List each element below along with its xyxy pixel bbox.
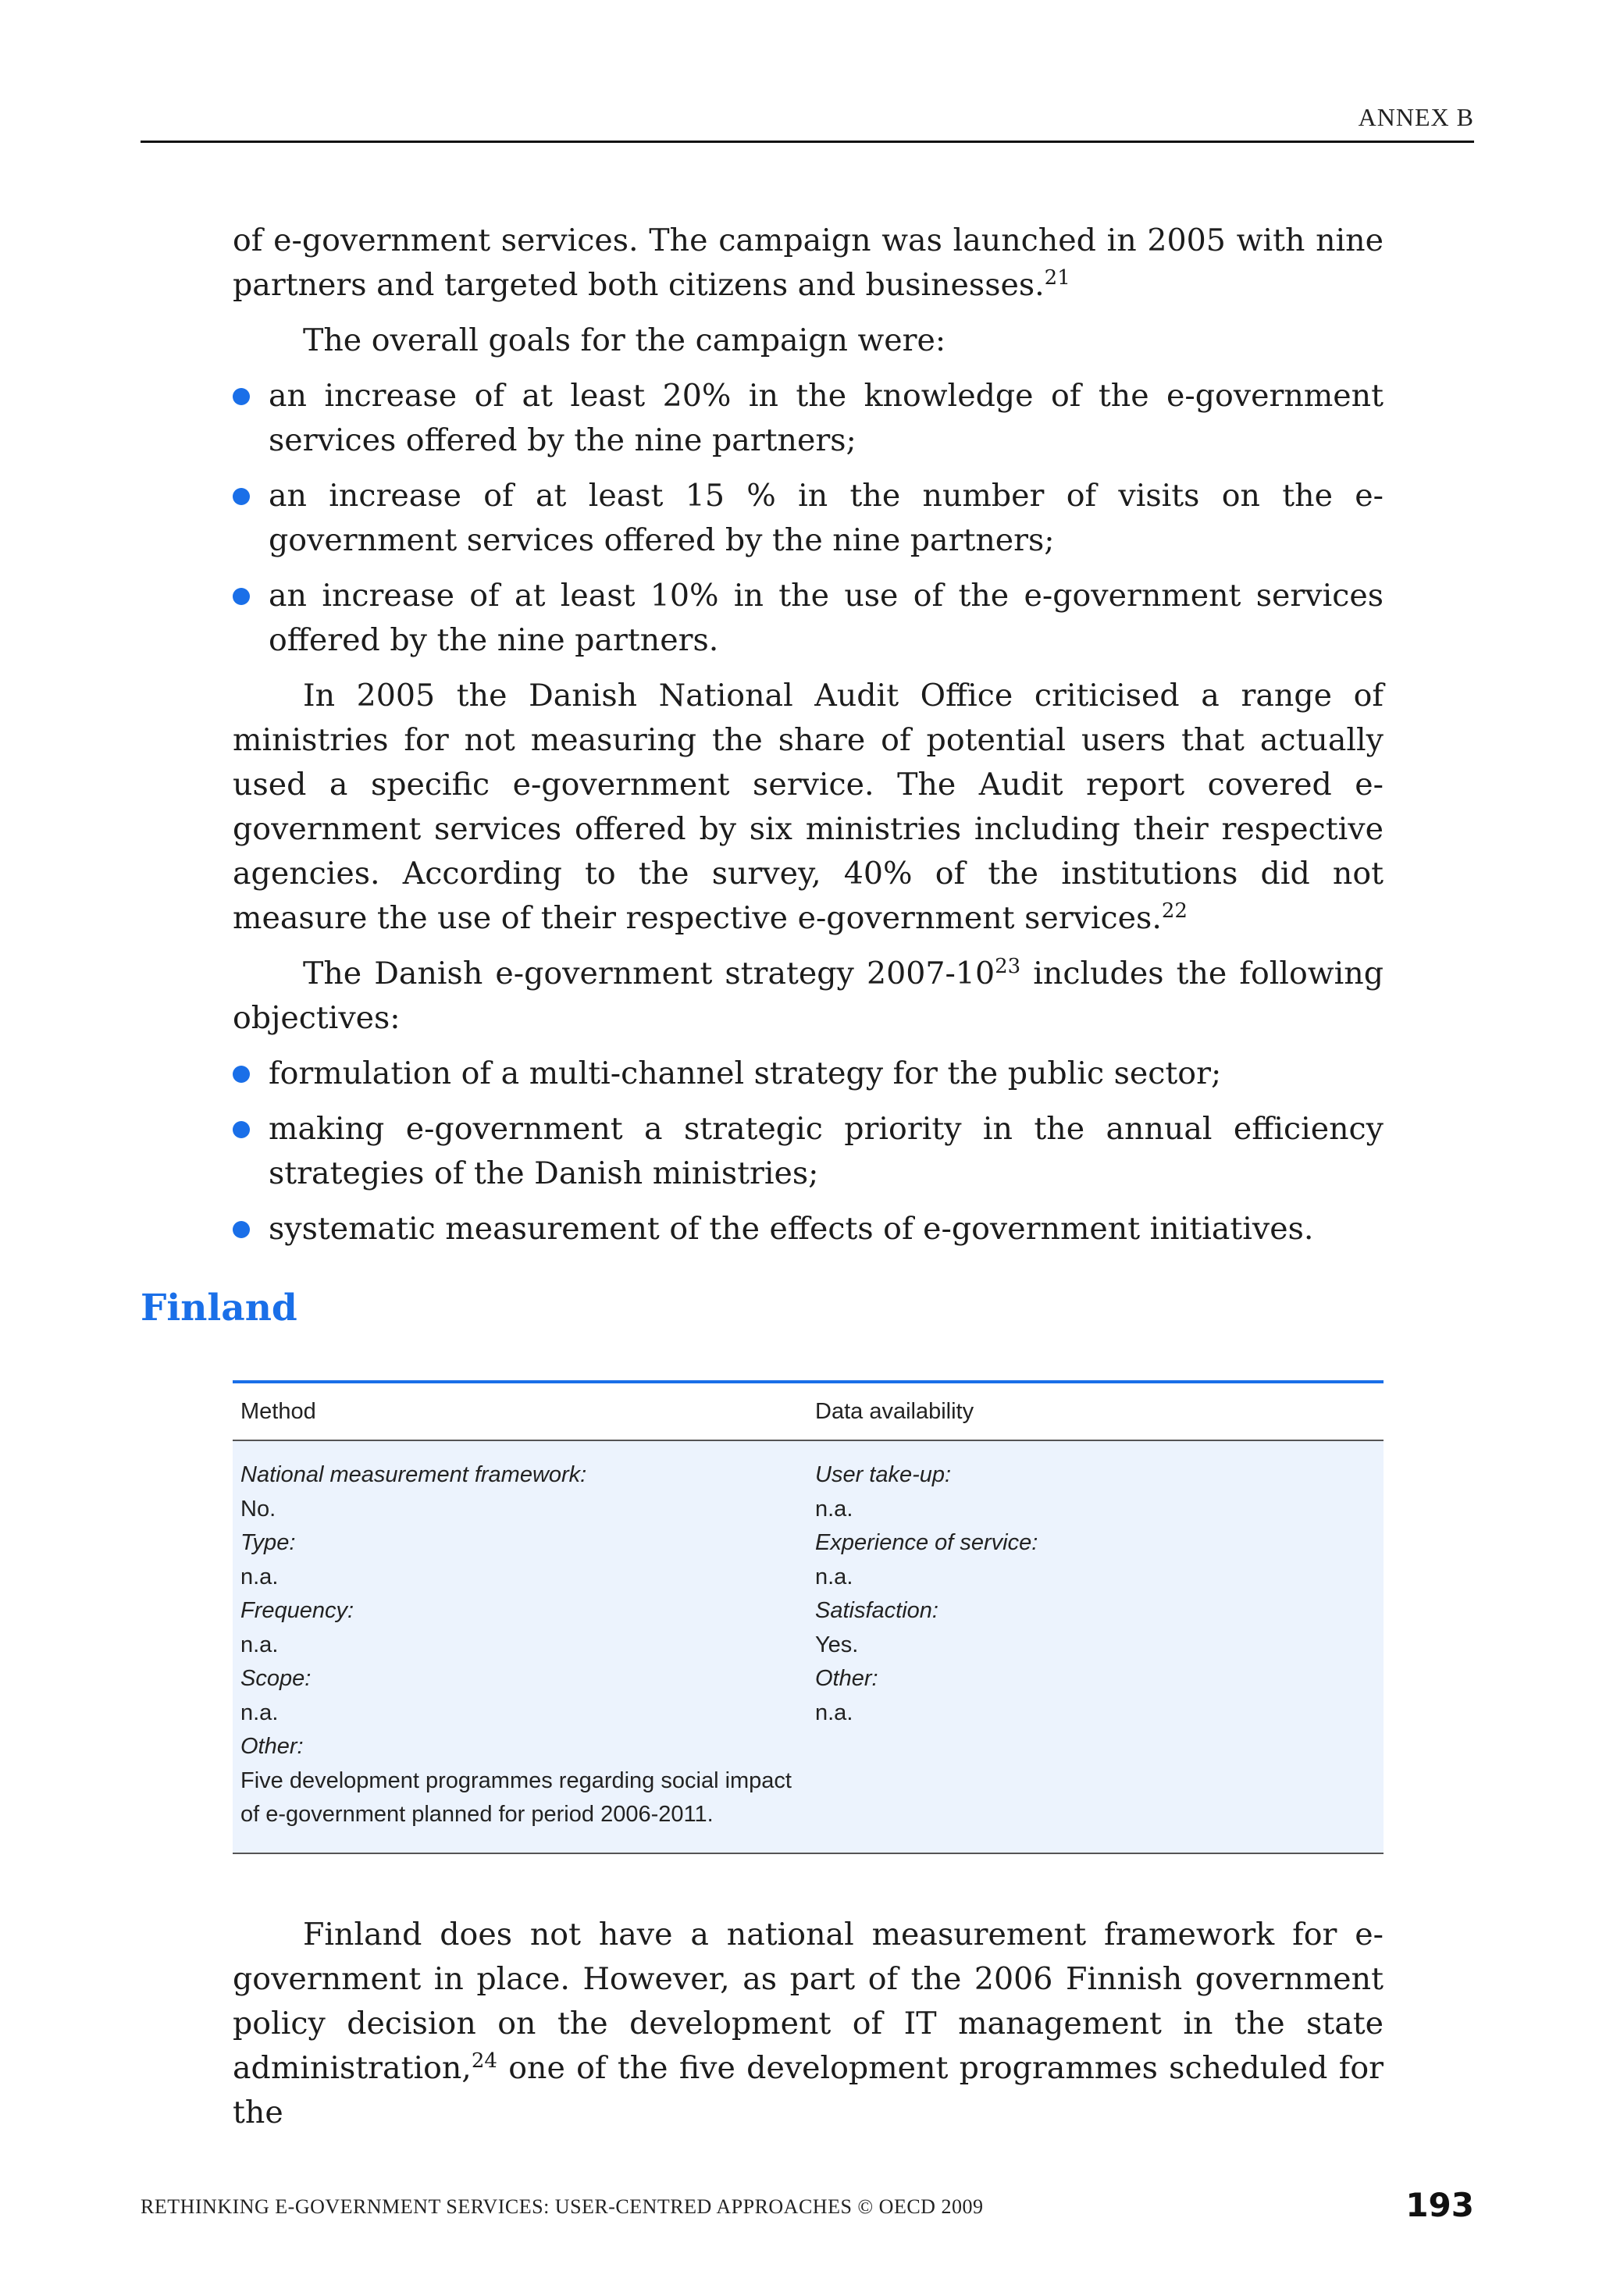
field-value: n.a.: [240, 1564, 279, 1589]
footer-publication: RETHINKING E-GOVERNMENT SERVICES: USER-CENTRED APPROACHES © OECD 2009: [141, 2195, 984, 2218]
field-label: Other:: [815, 1666, 878, 1691]
field-value: Five development programmes regarding social impact of e-government planned for period 2006-2011.: [240, 1767, 792, 1827]
strategy-text-a: The Danish e-government strategy 2007-10: [303, 956, 995, 991]
page-number: 193: [1405, 2186, 1474, 2224]
bullet-icon: [233, 1121, 250, 1138]
bullet-icon: [233, 588, 250, 605]
column-header-method: Method: [240, 1398, 316, 1424]
field-label: Other:: [240, 1734, 304, 1759]
header-rule: [141, 141, 1474, 143]
list-item: [233, 1107, 1384, 1196]
field-label: Frequency:: [240, 1598, 354, 1623]
field-value: n.a.: [240, 1632, 279, 1657]
field-label: Satisfaction:: [815, 1598, 938, 1623]
audit-text: In 2005 the Danish National Audit Office criticised a range of ministries for not measuring the share of potential users that actually used a specific e-government service. The Audit report covered e-government services offered by six ministries including their respective agencies. According to the survey, 40% of the institutions did not measure the use of their respective e-government services.: [233, 678, 1384, 936]
column-header-data-availability: Data availability: [815, 1398, 974, 1424]
list-item: [233, 1207, 1384, 1251]
field-value: n.a.: [815, 1700, 853, 1725]
footnote-ref-24: 24: [471, 2049, 497, 2073]
list-item-text: making e-government a strategic priority in the annual efficiency strategies of the Danish ministries;: [269, 1111, 1384, 1191]
footnote-ref-22: 22: [1161, 899, 1188, 923]
field-label: National measurement framework:: [240, 1462, 587, 1487]
continuation-paragraph: [233, 219, 1384, 308]
finland-paragraph: [233, 1913, 1384, 2135]
method-column: [233, 1458, 807, 1832]
bullet-icon: [233, 488, 250, 505]
bottom-body-text: [233, 1913, 1384, 2135]
goals-list: [233, 374, 1384, 663]
country-info-table: [233, 1380, 1384, 1854]
goals-intro: The overall goals for the campaign were:: [303, 322, 946, 358]
field-label: Experience of service:: [815, 1530, 1038, 1555]
list-item-text: systematic measurement of the effects of e-government initiatives.: [269, 1211, 1314, 1247]
list-item-text: an increase of at least 10% in the use of the e-government services offered by the nine partners.: [269, 578, 1384, 658]
audit-paragraph: [233, 674, 1384, 941]
continuation-text: of e-government services. The campaign was launched in 2005 with nine partners and targeted both citizens and businesses.: [233, 222, 1384, 303]
list-item: [233, 574, 1384, 663]
list-item-text: formulation of a multi-channel strategy for the public sector;: [269, 1055, 1222, 1091]
running-head: ANNEX B: [1358, 103, 1474, 131]
strategy-intro: [233, 952, 1384, 1041]
data-availability-column: [807, 1458, 1384, 1832]
list-item-text: an increase of at least 20% in the knowledge of the e-government services offered by the nine partners;: [269, 378, 1384, 458]
finland-text-a: Finland does not have a national measurement framework for e-government in place. However, as part of the 2006 Finnish government policy decision on the development of IT management in the state administration,: [233, 1917, 1384, 2086]
footnote-ref-23: 23: [995, 954, 1021, 978]
bullet-icon: [233, 1221, 250, 1238]
list-item: [233, 474, 1384, 563]
field-label: Scope:: [240, 1666, 312, 1691]
list-item-text: an increase of at least 15 % in the number of visits on the e-government services offered by the nine partners;: [269, 478, 1384, 558]
field-label: Type:: [240, 1530, 296, 1555]
top-body-text: [233, 219, 1384, 1251]
bullet-icon: [233, 388, 250, 405]
table-body: [233, 1441, 1384, 1853]
bullet-icon: [233, 1066, 250, 1083]
finland-text-b: one of the five development programmes scheduled for the: [233, 2050, 1384, 2130]
field-value: n.a.: [240, 1700, 279, 1725]
footnote-ref-21: 21: [1044, 265, 1070, 290]
field-value: No.: [240, 1496, 276, 1522]
field-value: Yes.: [815, 1632, 859, 1657]
field-value: n.a.: [815, 1564, 853, 1589]
section-heading: Finland: [141, 1287, 297, 1330]
strategy-text-b: includes the following objectives:: [233, 956, 1384, 1036]
list-item: [233, 374, 1384, 463]
table-header: [233, 1383, 1384, 1441]
field-value: n.a.: [815, 1496, 853, 1522]
list-item: [233, 1052, 1384, 1096]
field-label: User take-up:: [815, 1462, 952, 1487]
objectives-list: [233, 1052, 1384, 1251]
